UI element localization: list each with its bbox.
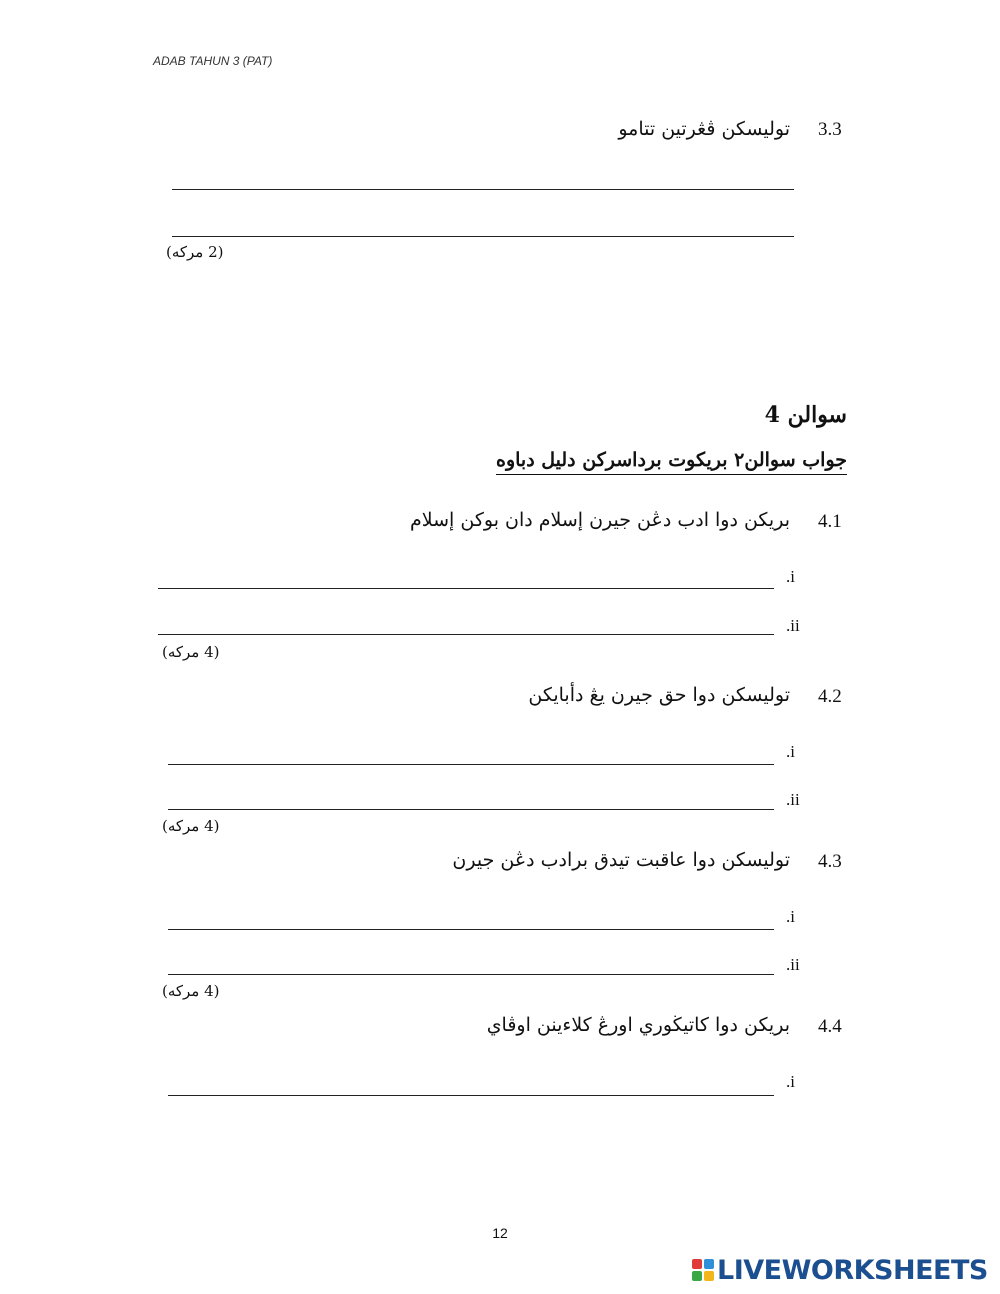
answer-line-3-3-b[interactable] xyxy=(172,236,794,237)
question-text-3-3: توليسكن ڤڠرتين تتامو xyxy=(618,118,790,140)
answer-label-4-1-ii: .ii xyxy=(786,616,800,635)
answer-label-4-1-i: .i xyxy=(786,567,795,586)
liveworksheets-logo-text: LIVEWORKSHEETS xyxy=(717,1254,988,1286)
answer-label-4-3-ii: .ii xyxy=(786,955,800,974)
logo-square-red xyxy=(692,1259,702,1269)
answer-line-4-1-i[interactable] xyxy=(158,588,774,589)
page-number: 12 xyxy=(492,1225,508,1241)
answer-line-4-1-ii[interactable] xyxy=(158,634,774,635)
document-header: ADAB TAHUN 3 (PAT) xyxy=(153,54,273,68)
answer-label-4-3-i: .i xyxy=(786,907,795,926)
logo-square-yellow xyxy=(704,1271,714,1281)
liveworksheets-logo-icon xyxy=(692,1259,714,1281)
question-number-4-4: 4.4 xyxy=(818,1016,842,1037)
answer-label-4-2-ii: .ii xyxy=(786,790,800,809)
question-number-3-3: 3.3 xyxy=(818,119,842,140)
question-text-4-4: بريكن دوا كاتيڬوري اورڠ كلاءينن اوڤاي xyxy=(486,1014,790,1036)
question-text-4-2: توليسكن دوا حق جيرن يڠ دأبايكن xyxy=(528,684,790,706)
answer-line-4-2-i[interactable] xyxy=(168,764,774,765)
marks-4-2: (4 مركه) xyxy=(162,817,220,835)
question-number-4-1: 4.1 xyxy=(818,511,842,532)
answer-label-4-2-i: .i xyxy=(786,742,795,761)
answer-label-4-4-i: .i xyxy=(786,1072,795,1091)
question-number-4-2: 4.2 xyxy=(818,686,842,707)
section-4-instruction: جواب سوالن٢ بريكوت برداسركن دليل دباوه xyxy=(496,449,847,475)
logo-square-lightblue xyxy=(704,1259,714,1269)
answer-line-4-4-i[interactable] xyxy=(168,1095,774,1096)
logo-square-green xyxy=(692,1271,702,1281)
liveworksheets-logo xyxy=(692,1253,988,1287)
marks-4-1: (4 مركه) xyxy=(162,643,220,661)
marks-3-3: (2 مركه) xyxy=(166,243,224,261)
answer-line-4-2-ii[interactable] xyxy=(168,809,774,810)
answer-line-4-3-ii[interactable] xyxy=(168,974,774,975)
answer-line-4-3-i[interactable] xyxy=(168,929,774,930)
answer-line-3-3-a[interactable] xyxy=(172,189,794,190)
marks-4-3: (4 مركه) xyxy=(162,982,220,1000)
question-text-4-3: توليسكن دوا عاقبت تيدق برادب دڠن جيرن xyxy=(452,849,790,871)
question-text-4-1: بريكن دوا ادب دڠن جيرن إسلام دان بوكن إسلام xyxy=(410,509,790,531)
section-4-title: سوالن 4 xyxy=(764,402,847,428)
question-number-4-3: 4.3 xyxy=(818,851,842,872)
